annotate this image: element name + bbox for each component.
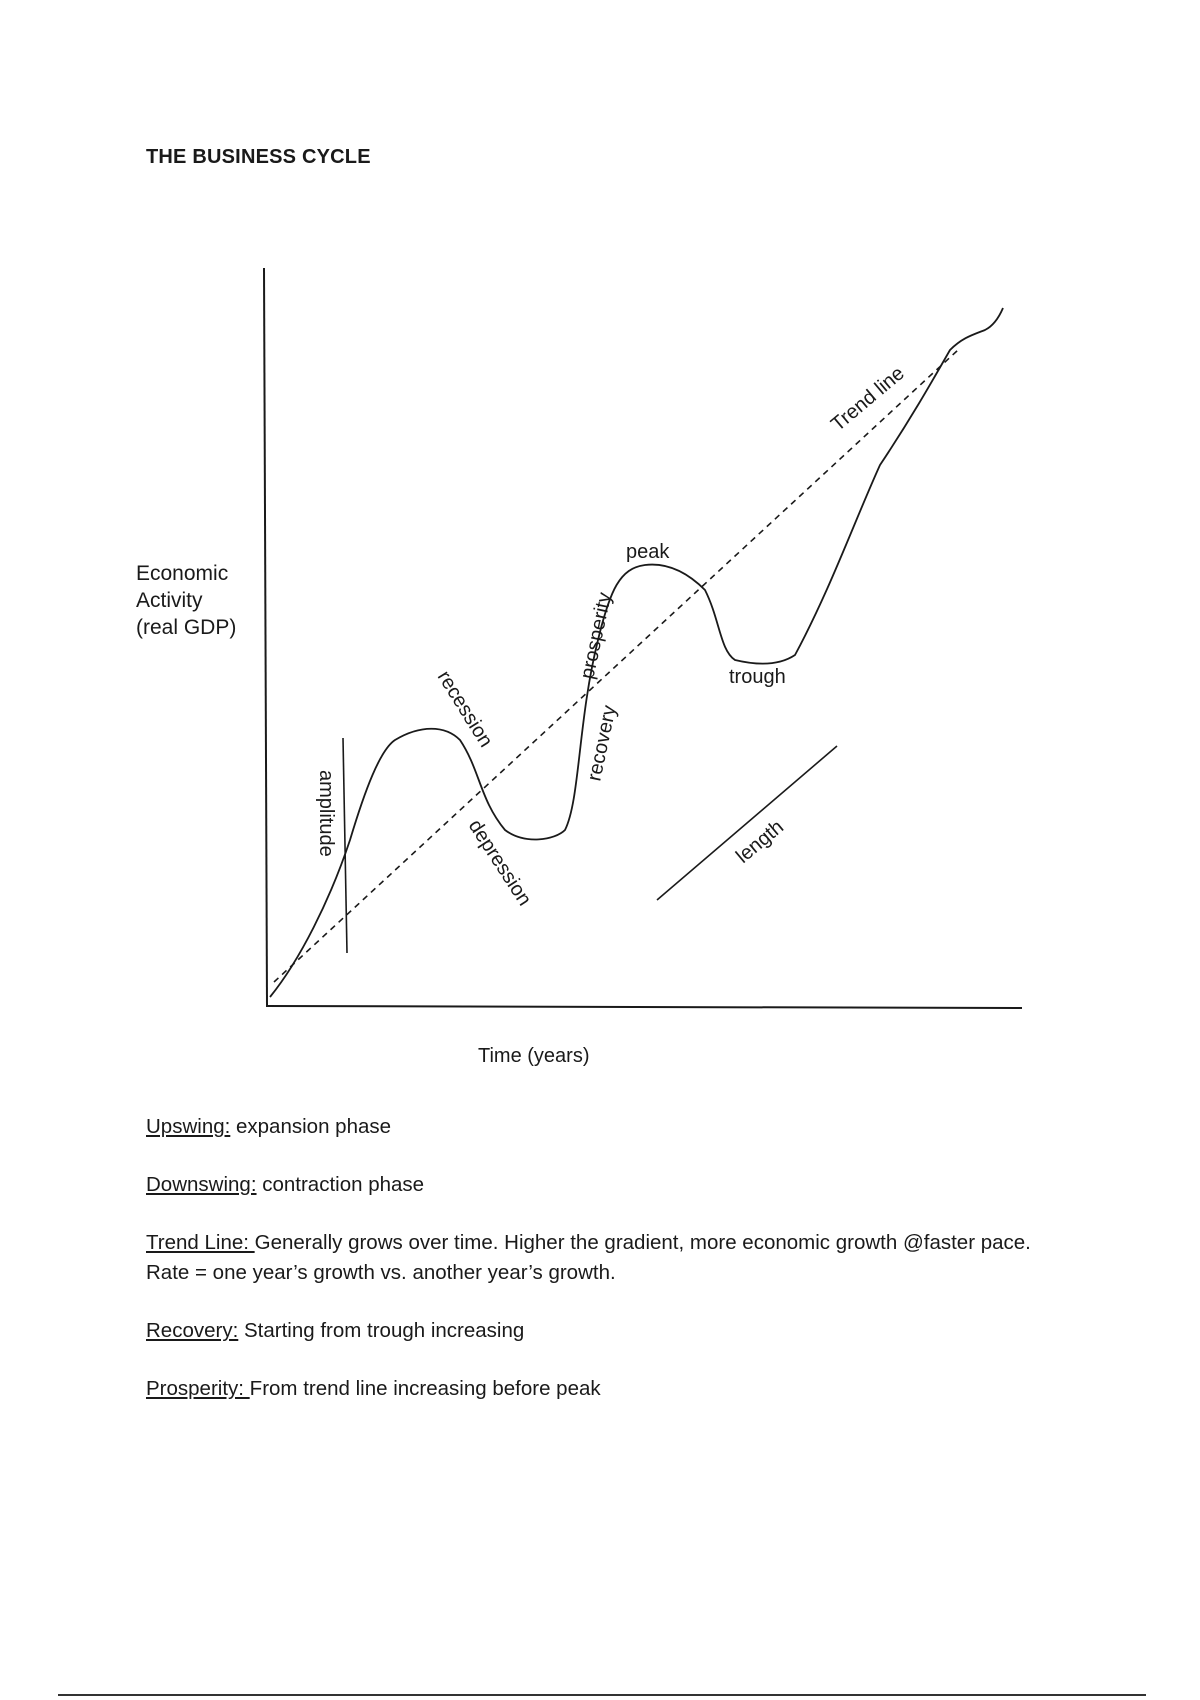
note-text: Generally grows over time. Higher the gradient, more economic growth @faster pace. Rate = one year’s growth vs. another year’s growth. bbox=[146, 1231, 1031, 1284]
y-axis bbox=[264, 268, 267, 1006]
note-term: Prosperity: bbox=[146, 1377, 250, 1400]
trend-line bbox=[274, 350, 958, 982]
trough-label: trough bbox=[729, 666, 786, 688]
note-text: expansion phase bbox=[230, 1115, 392, 1138]
prosperity-label: prosperity bbox=[576, 590, 617, 682]
note-upswing bbox=[146, 1112, 1076, 1142]
bottom-divider bbox=[58, 1694, 1146, 1696]
y-axis-label-line-2: Activity bbox=[136, 589, 203, 612]
note-term: Trend Line: bbox=[146, 1231, 255, 1254]
note-downswing bbox=[146, 1170, 1076, 1200]
amplitude-marker bbox=[343, 738, 347, 953]
note-prosperity bbox=[146, 1374, 1076, 1404]
note-term: Downswing: bbox=[146, 1173, 257, 1196]
y-axis-label-line-3: (real GDP) bbox=[136, 616, 237, 639]
recession-label: recession bbox=[432, 666, 497, 752]
length-marker bbox=[657, 746, 837, 900]
depression-label: depression bbox=[463, 815, 536, 910]
x-axis bbox=[266, 1006, 1022, 1008]
note-recovery bbox=[146, 1316, 1076, 1346]
y-axis-label-line-1: Economic bbox=[136, 562, 229, 585]
note-trend-line bbox=[146, 1228, 1076, 1288]
y-axis-label bbox=[136, 562, 236, 639]
peak-label: peak bbox=[626, 541, 670, 563]
x-axis-label: Time (years) bbox=[478, 1045, 590, 1067]
note-text: Starting from trough increasing bbox=[238, 1319, 525, 1342]
definitions-list bbox=[146, 1112, 1076, 1432]
trend-line-label: Trend line bbox=[827, 362, 909, 436]
note-term: Recovery: bbox=[146, 1319, 239, 1342]
note-text: contraction phase bbox=[256, 1173, 425, 1196]
recovery-label: recovery bbox=[583, 703, 621, 784]
length-label: length bbox=[732, 815, 788, 868]
business-cycle-curve bbox=[270, 308, 1003, 997]
page-title: THE BUSINESS CYCLE bbox=[146, 146, 371, 168]
note-text: From trend line increasing before peak bbox=[249, 1377, 601, 1400]
amplitude-label: amplitude bbox=[315, 770, 337, 857]
note-term: Upswing: bbox=[146, 1115, 231, 1138]
